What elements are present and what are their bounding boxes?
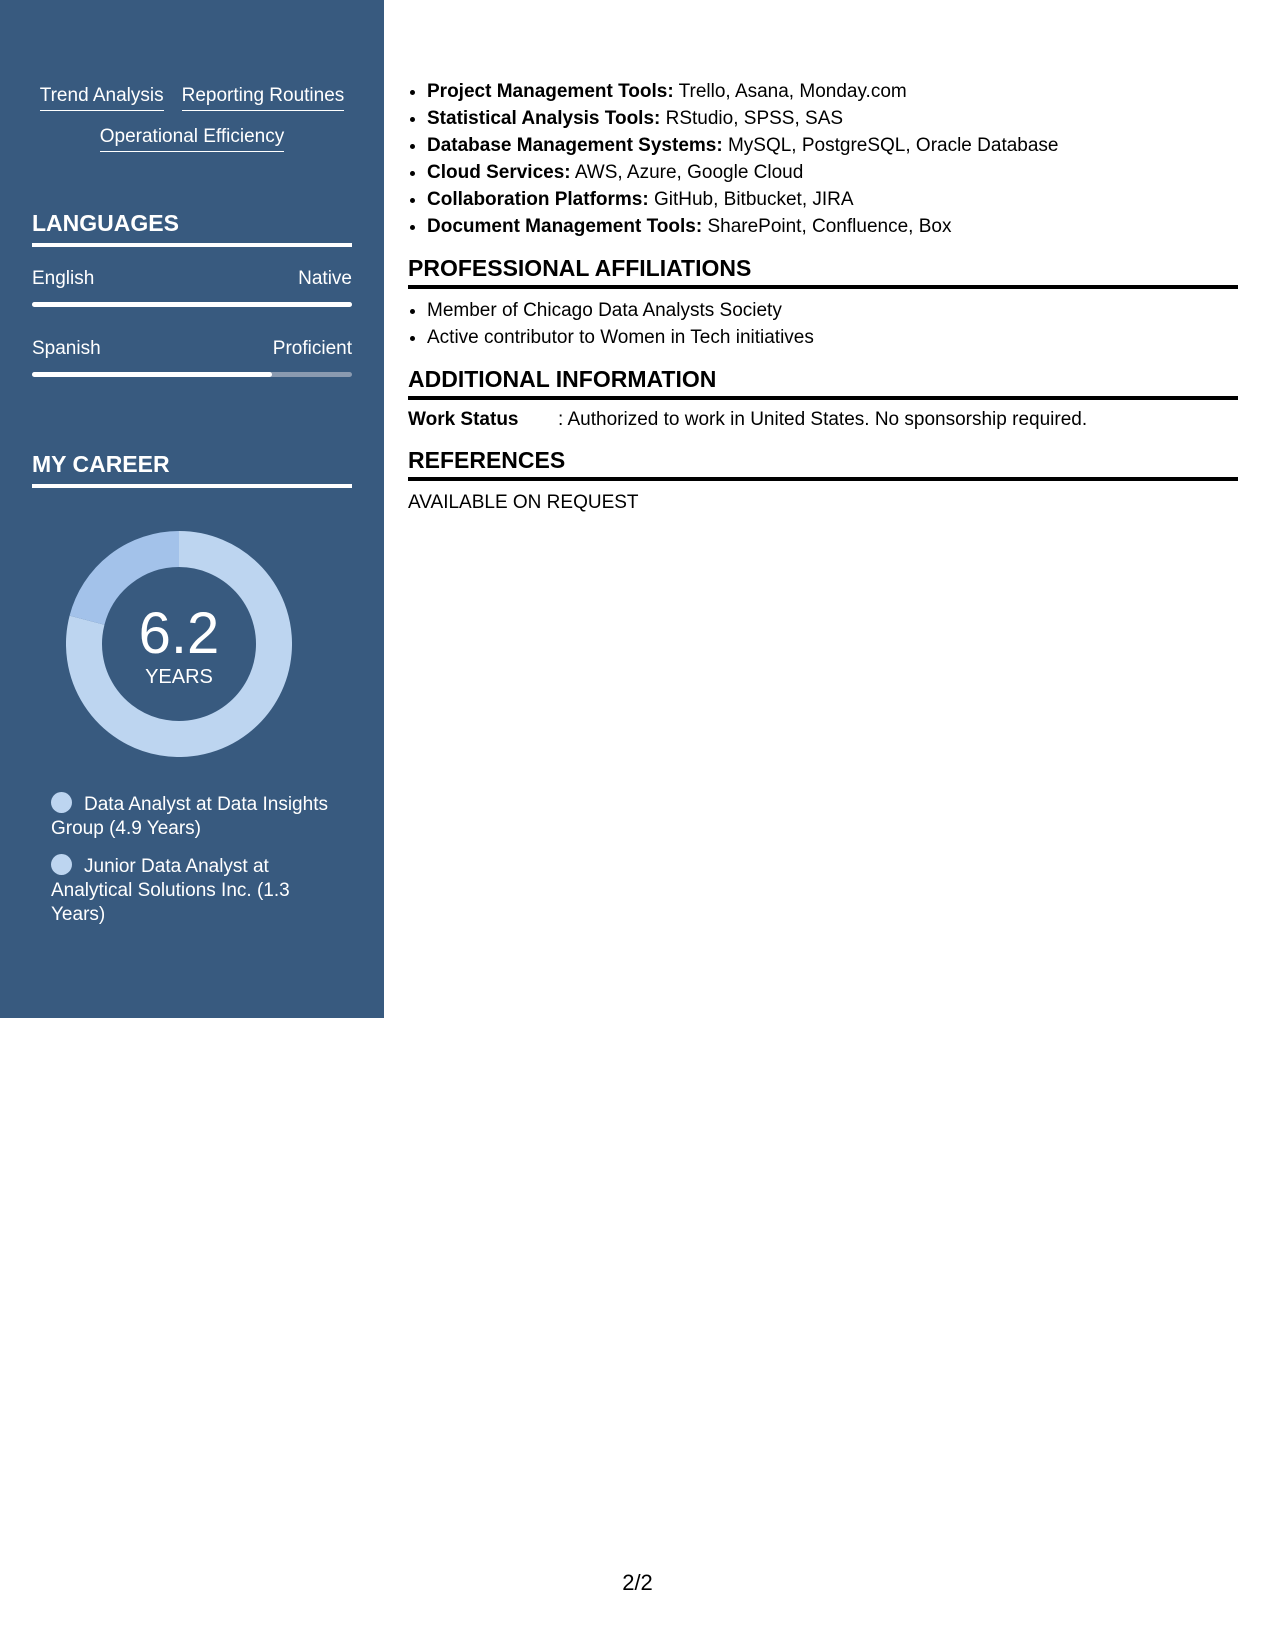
- legend-dot-icon: [51, 792, 72, 813]
- skill-tag-reporting-routines[interactable]: Reporting Routines: [182, 84, 345, 111]
- list-item: [427, 78, 1238, 105]
- tool-values: AWS, Azure, Google Cloud: [574, 162, 804, 183]
- affiliations-heading: PROFESSIONAL AFFILIATIONS: [408, 254, 1238, 289]
- list-item: [427, 213, 1238, 240]
- tool-category: Cloud Services:: [427, 162, 571, 183]
- skill-tags: [20, 84, 364, 152]
- work-status-label: Work Status: [408, 409, 519, 430]
- tool-category: Collaboration Platforms:: [427, 189, 649, 210]
- affiliations-list: [408, 297, 1238, 351]
- language-row-spanish: [32, 337, 352, 377]
- language-bar-track: [32, 372, 352, 377]
- tool-values: SharePoint, Confluence, Box: [707, 216, 952, 237]
- tools-list: [408, 78, 1238, 240]
- additional-info-heading: ADDITIONAL INFORMATION: [408, 365, 1238, 400]
- tool-category: Project Management Tools:: [427, 81, 674, 102]
- career-total-value: 6.2: [138, 601, 220, 666]
- language-bar-fill: [32, 372, 272, 377]
- language-bar-track: [32, 302, 352, 307]
- career-legend-item: [51, 792, 341, 841]
- language-level: Native: [298, 268, 352, 289]
- career-legend: [51, 792, 341, 940]
- page-number: 2/2: [622, 1570, 653, 1595]
- tool-values: Trello, Asana, Monday.com: [678, 81, 907, 102]
- tool-category: Database Management Systems:: [427, 135, 723, 156]
- skill-tag-operational-efficiency[interactable]: Operational Efficiency: [100, 125, 284, 152]
- career-item-label: Junior Data Analyst at Analytical Solutions Inc. (1.3 Years): [51, 856, 290, 925]
- list-item: [427, 159, 1238, 186]
- list-item: • Member of Chicago Data Analysts Society: [427, 297, 1238, 324]
- work-status-value: : Authorized to work in United States. No sponsorship required.: [558, 409, 1088, 430]
- list-item: • Active contributor to Women in Tech initiatives: [427, 324, 1238, 351]
- list-item: [427, 105, 1238, 132]
- list-item: [427, 132, 1238, 159]
- language-name: English: [32, 268, 95, 289]
- references-heading: REFERENCES: [408, 446, 1238, 481]
- career-donut-chart: [66, 531, 292, 757]
- tool-values: RStudio, SPSS, SAS: [665, 108, 844, 129]
- career-item-label: Data Analyst at Data Insights Group (4.9 Years): [51, 794, 328, 839]
- tool-values: GitHub, Bitbucket, JIRA: [653, 189, 854, 210]
- language-row-english: [32, 267, 352, 307]
- language-bar-fill: [32, 302, 352, 307]
- tool-category: Statistical Analysis Tools:: [427, 108, 661, 129]
- sidebar: [0, 0, 384, 1018]
- tool-category: Document Management Tools:: [427, 216, 703, 237]
- career-heading: MY CAREER: [32, 450, 352, 488]
- references-text: AVAILABLE ON REQUEST: [408, 492, 639, 513]
- career-legend-item: [51, 854, 341, 927]
- tool-values: MySQL, PostgreSQL, Oracle Database: [727, 135, 1059, 156]
- career-total-unit: YEARS: [145, 666, 213, 688]
- main-content: [408, 78, 1238, 515]
- languages-heading: LANGUAGES: [32, 209, 352, 247]
- language-level: Proficient: [272, 338, 352, 359]
- language-name: Spanish: [32, 338, 101, 359]
- work-status-row: [408, 408, 1238, 432]
- list-item: [427, 186, 1238, 213]
- legend-dot-icon: [51, 854, 72, 875]
- skill-tag-trend-analysis[interactable]: Trend Analysis: [40, 84, 164, 111]
